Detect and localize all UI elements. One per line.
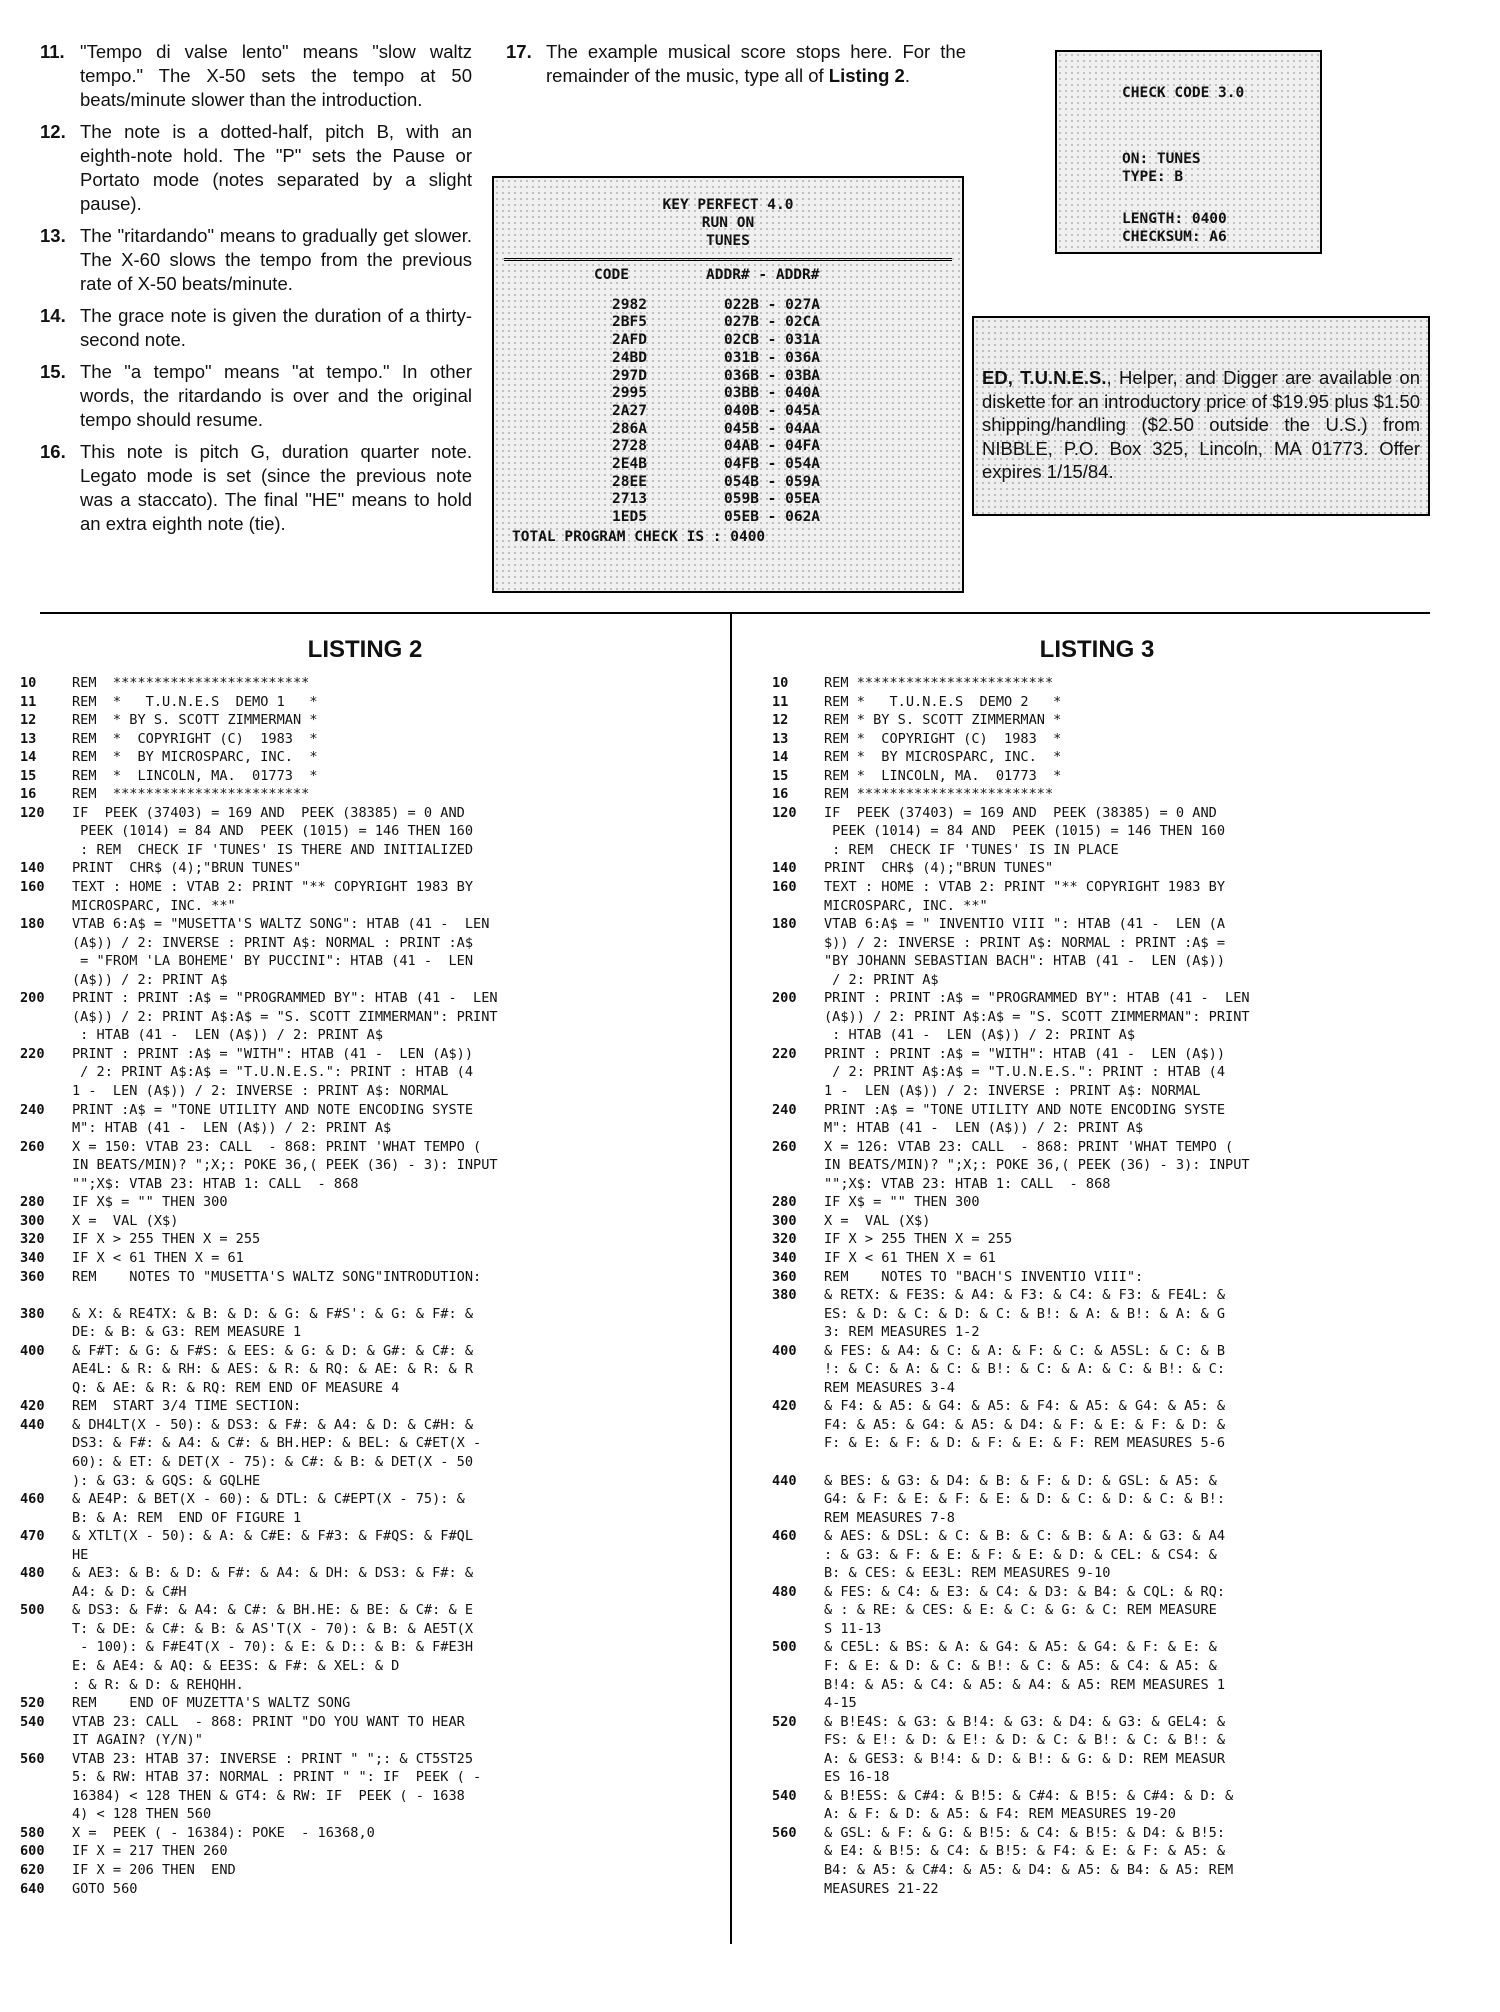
row-address-range: 054B - 059A	[724, 473, 821, 490]
note-number: 11.	[40, 41, 65, 62]
line-code: REM * BY MICROSPARC, INC. *	[72, 749, 318, 766]
key-perfect-total: TOTAL PROGRAM CHECK IS : 0400	[512, 528, 766, 545]
check-code-on: ON: TUNES	[1122, 151, 1201, 167]
section-divider	[40, 612, 1430, 614]
check-code-checksum: CHECKSUM: A6	[1122, 229, 1227, 245]
line-number: 620	[20, 1862, 45, 1878]
code-line	[20, 1249, 710, 1268]
row-address-range: 03BB - 040A	[724, 385, 821, 402]
line-code: REM * COPYRIGHT (C) 1983 *	[72, 730, 318, 747]
check-code-type: TYPE: B	[1122, 169, 1184, 185]
key-perfect-divider	[504, 258, 952, 261]
code-line	[20, 1564, 710, 1601]
row-address-range: 02CB - 031A	[724, 332, 821, 349]
check-code-box	[1055, 50, 1322, 254]
note-number: 12.	[40, 121, 66, 142]
line-number: 380	[772, 1287, 797, 1304]
key-perfect-title: KEY PERFECT 4.0	[662, 197, 794, 213]
line-number: 540	[20, 1713, 45, 1730]
line-code: REM * COPYRIGHT (C) 1983 *	[824, 730, 1062, 747]
line-number: 15	[20, 767, 37, 784]
note-text: The note is a dotted-half, pitch B, with an eighth-note hold. The "P" sets the Pause or Portato mode (notes separated by a slight pause).	[80, 121, 472, 214]
row-code: 2995	[612, 385, 647, 402]
code-line	[772, 1713, 1422, 1787]
line-code: REM * BY S. SCOTT ZIMMERMAN *	[72, 712, 318, 729]
line-code: & FES: & A4: & C: & A: & F: & C: & A5SL: & C: & B !: & C: & A: & C: & B!: & C: & A: & C: & B!: & C: REM MEASURES 3-4	[824, 1342, 1226, 1396]
note-number: 17.	[506, 41, 532, 62]
line-number: 140	[772, 860, 797, 877]
line-code: REM NOTES TO "MUSETTA'S WALTZ SONG"INTRODUTION:	[72, 1268, 482, 1285]
line-code: & F4: & A5: & G4: & A5: & F4: & A5: & G4: & A5: & F4: & A5: & G4: & A5: & D4: & F: & E: & F: & D: & F: & E: & F: & D: & F: & E: & F: REM MEASURES 5-6	[824, 1398, 1226, 1452]
line-number: 320	[772, 1231, 797, 1248]
line-number: 440	[20, 1416, 45, 1433]
line-code: & AES: & DSL: & C: & B: & C: & B: & A: & G3: & A4 : & G3: & F: & E: & F: & E: & D: & CEL: & CS4: & B: & CES: & EE3L: REM MEASURES 9-10	[824, 1528, 1226, 1582]
line-number: 540	[772, 1787, 797, 1804]
key-perfect-table	[494, 267, 962, 527]
code-line	[20, 1861, 710, 1880]
row-code: 2713	[612, 491, 647, 508]
code-line	[20, 989, 710, 1045]
column-header-address: ADDR# - ADDR#	[706, 267, 820, 283]
code-line	[772, 1249, 1422, 1268]
note-item	[40, 440, 472, 536]
note-number: 13.	[40, 225, 66, 246]
code-line	[772, 804, 1422, 860]
line-number: 560	[772, 1824, 797, 1841]
code-line	[772, 1045, 1422, 1101]
code-line	[772, 693, 1422, 712]
key-perfect-row	[494, 368, 962, 386]
key-perfect-run-on: RUN ON	[701, 215, 755, 231]
line-code: PRINT CHR$ (4);"BRUN TUNES"	[824, 860, 1054, 877]
line-number: 260	[772, 1138, 797, 1155]
line-code: VTAB 23: CALL - 868: PRINT "DO YOU WANT TO HEAR IT AGAIN? (Y/N)"	[72, 1713, 465, 1749]
note-number: 15.	[40, 361, 66, 382]
code-line	[20, 711, 710, 730]
line-code: IF X$ = "" THEN 300	[72, 1194, 228, 1211]
code-line	[20, 1694, 710, 1713]
code-line	[20, 785, 710, 804]
row-address-range: 04AB - 04FA	[724, 438, 821, 455]
key-perfect-box	[492, 176, 964, 593]
key-perfect-column-headers	[494, 267, 962, 285]
key-perfect-row	[494, 438, 962, 456]
row-code: 24BD	[612, 349, 647, 366]
row-code: 2AFD	[612, 332, 647, 349]
note-text: The grace note is given the duration of a thirty-second note.	[80, 305, 472, 350]
code-line	[772, 730, 1422, 749]
code-line	[20, 1842, 710, 1861]
code-line	[20, 1824, 710, 1843]
code-line	[20, 1416, 710, 1490]
line-number: 220	[772, 1045, 797, 1062]
line-code: & DH4LT(X - 50): & DS3: & F#: & A4: & D: & C#H: & DS3: & F#: & A4: & C#: & BH.HEP: & BEL: & C#ET(X - 60): & ET: & DET(X - 75): & C#: & B: & DET(X - 50 ): & G3: & GQS: & GQLHE	[72, 1416, 482, 1489]
note-text: "Tempo di valse lento" means "slow waltz tempo." The X-50 sets the tempo at 50 beats/minute slower than the introduction.	[80, 41, 472, 110]
row-code: 286A	[612, 420, 647, 437]
line-code: & AE3: & B: & D: & F#: & A4: & DH: & DS3: & F#: & A4: & D: & C#H	[72, 1565, 474, 1600]
row-address-range: 027B - 02CA	[724, 314, 821, 331]
line-number: 400	[772, 1342, 797, 1359]
check-code-title: CHECK CODE 3.0	[1122, 85, 1245, 101]
key-perfect-row	[494, 491, 962, 509]
code-line	[772, 674, 1422, 693]
line-number: 12	[772, 712, 789, 729]
line-code: REM * BY S. SCOTT ZIMMERMAN *	[824, 712, 1062, 729]
line-number: 280	[20, 1194, 45, 1211]
line-code: PRINT : PRINT :A$ = "WITH": HTAB (41 - LEN (A$)) / 2: PRINT A$:A$ = "T.U.N.E.S.": PRINT : HTAB (4 1 - LEN (A$)) / 2: INVERSE : PRINT A$: NORMAL	[824, 1045, 1226, 1100]
column-divider	[730, 614, 732, 1944]
row-address-range: 022B - 027A	[724, 296, 821, 313]
line-number: 14	[772, 749, 789, 766]
line-code: REM * T.U.N.E.S DEMO 2 *	[824, 693, 1062, 710]
row-address-range: 036B - 03BA	[724, 367, 821, 384]
line-number: 440	[772, 1472, 797, 1489]
note-item	[40, 40, 472, 112]
line-number: 500	[20, 1602, 45, 1619]
line-number: 470	[20, 1528, 45, 1545]
code-line	[20, 1045, 710, 1101]
line-number: 240	[772, 1101, 797, 1118]
row-address-range: 04FB - 054A	[724, 456, 821, 473]
code-line	[20, 693, 710, 712]
line-code: GOTO 560	[72, 1880, 138, 1897]
code-line	[20, 1527, 710, 1564]
line-code: REM * LINCOLN, MA. 01773 *	[72, 767, 318, 784]
line-code: PRINT CHR$ (4);"BRUN TUNES"	[72, 860, 302, 877]
line-number: 600	[20, 1843, 45, 1860]
row-code: 2E4B	[612, 456, 647, 473]
key-perfect-rows	[494, 297, 962, 527]
line-number: 14	[20, 749, 37, 766]
code-line	[772, 878, 1422, 915]
line-number: 12	[20, 712, 37, 729]
offer-text: , Helper, and Digger are available on diskette for an introductory price of $19.95 plus $1.50 shipping/handling ($2.50 outside the U.S.) from NIBBLE, P.O. Box 325, Lincoln, MA 01773. Offer expires 1/15/84.	[982, 367, 1420, 482]
listing-code	[772, 674, 1422, 1898]
row-address-range: 031B - 036A	[724, 349, 821, 366]
line-number: 200	[772, 990, 797, 1007]
code-line	[20, 1750, 710, 1824]
line-code: X = PEEK ( - 16384): POKE - 16368,0	[72, 1824, 375, 1841]
row-code: 2A27	[612, 402, 647, 419]
line-code: & DS3: & F#: & A4: & C#: & BH.HE: & BE: & C#: & E T: & DE: & C#: & B: & AS'T(X - 70): & B: & AE5T(X - 100): & F#E4T(X - 70): & E: & D:: & B: & F#E3H E: & AE4: & AQ: & EE3S: & F#: & XEL: & D : & R: & D: & REHQHH.	[72, 1602, 474, 1693]
line-number: 420	[20, 1398, 45, 1415]
code-line	[772, 1286, 1422, 1342]
line-code: IF PEEK (37403) = 169 AND PEEK (38385) = 0 AND PEEK (1014) = 84 AND PEEK (1015) = 146 THEN 160 : REM CHECK IF 'TUNES' IS THERE AND INITIALIZED	[72, 804, 474, 858]
line-number: 260	[20, 1138, 45, 1155]
line-code: IF X > 255 THEN X = 255	[72, 1231, 261, 1248]
note-text: The "ritardando" means to gradually get slower. The X-60 slows the tempo from the previous rate of X-50 beats/minute.	[80, 225, 472, 294]
line-number: 13	[20, 730, 37, 747]
line-number: 520	[772, 1713, 797, 1730]
line-code: IF X = 206 THEN END	[72, 1862, 236, 1878]
line-code: & XTLT(X - 50): & A: & C#E: & F#3: & F#QS: & F#QL HE	[72, 1528, 474, 1563]
line-code: IF X < 61 THEN X = 61	[72, 1249, 244, 1266]
line-code: & FES: & C4: & E3: & C4: & D3: & B4: & CQL: & RQ: & : & RE: & CES: & E: & C: & G: & C: REM MEASURE S 11-13	[824, 1583, 1226, 1637]
code-line	[20, 674, 710, 693]
code-line	[772, 859, 1422, 878]
note-item	[40, 304, 472, 352]
line-number: 360	[20, 1268, 45, 1285]
code-line	[20, 1397, 710, 1416]
code-line	[20, 1212, 710, 1231]
line-number: 200	[20, 990, 45, 1007]
line-code: X = 126: VTAB 23: CALL - 868: PRINT 'WHAT TEMPO ( IN BEATS/MIN)? ";X;: POKE 36,( PEEK (36) - 3): INPUT "";X$: VTAB 23: HTAB 1: CALL - 868	[824, 1138, 1250, 1192]
note-17	[506, 40, 966, 88]
key-perfect-row	[494, 332, 962, 350]
column-header-code: CODE	[594, 267, 629, 283]
note-number: 16.	[40, 441, 66, 462]
line-code: & B!E4S: & G3: & B!4: & G3: & D4: & G3: & GEL4: & FS: & E!: & D: & E!: & D: & C: & B!: & C: & B!: & A: & GES3: & B!4: & D: & B!: & G: & D: REM MEASUR ES 16-18	[824, 1713, 1226, 1786]
row-address-range: 045B - 04AA	[724, 420, 821, 437]
note-item	[40, 360, 472, 432]
line-number: 580	[20, 1824, 45, 1841]
line-number: 420	[772, 1398, 797, 1415]
row-code: 2982	[612, 296, 647, 313]
notes-column	[40, 40, 472, 544]
code-line	[772, 1230, 1422, 1249]
line-code: IF X$ = "" THEN 300	[824, 1194, 980, 1211]
row-code: 28EE	[612, 473, 647, 490]
line-number: 180	[20, 916, 45, 933]
row-code: 2728	[612, 438, 647, 455]
code-line	[772, 1638, 1422, 1712]
line-code: TEXT : HOME : VTAB 2: PRINT "** COPYRIGHT 1983 BY MICROSPARC, INC. **"	[824, 879, 1226, 914]
code-line	[772, 767, 1422, 786]
line-number: 140	[20, 860, 45, 877]
key-perfect-row	[494, 385, 962, 403]
line-number: 480	[772, 1583, 797, 1600]
code-line	[772, 1397, 1422, 1471]
line-number: 340	[20, 1249, 45, 1266]
code-line	[772, 785, 1422, 804]
line-code: PRINT : PRINT :A$ = "WITH": HTAB (41 - LEN (A$)) / 2: PRINT A$:A$ = "T.U.N.E.S.": PRINT : HTAB (4 1 - LEN (A$)) / 2: INVERSE : PRINT A$: NORMAL	[72, 1045, 474, 1100]
line-code: & F#T: & G: & F#S: & EES: & G: & D: & G#: & C#: & AE4L: & R: & RH: & AES: & R: & RQ: & AE: & R: & R Q: & AE: & R: & RQ: REM END OF MEASURE 4	[72, 1342, 474, 1396]
line-code: IF PEEK (37403) = 169 AND PEEK (38385) = 0 AND PEEK (1014) = 84 AND PEEK (1015) = 146 THEN 160 : REM CHECK IF 'TUNES' IS IN PLACE	[824, 804, 1226, 858]
row-address-range: 040B - 045A	[724, 402, 821, 419]
code-line	[772, 1101, 1422, 1138]
key-perfect-row	[494, 456, 962, 474]
line-code: X = VAL (X$)	[824, 1212, 931, 1229]
line-code: REM * T.U.N.E.S DEMO 1 *	[72, 693, 318, 710]
line-code: PRINT :A$ = "TONE UTILITY AND NOTE ENCODING SYSTE M": HTAB (41 - LEN (A$)) / 2: PRINT A$	[72, 1101, 474, 1137]
line-code: PRINT : PRINT :A$ = "PROGRAMMED BY": HTAB (41 - LEN (A$)) / 2: PRINT A$:A$ = "S. SCOTT ZIMMERMAN": PRINT : HTAB (41 - LEN (A$)) / 2: PRINT A$	[72, 990, 498, 1044]
line-code: REM ************************	[72, 675, 310, 691]
line-number: 560	[20, 1750, 45, 1767]
code-line	[772, 1527, 1422, 1583]
key-perfect-row	[494, 297, 962, 315]
line-number: 300	[20, 1212, 45, 1229]
line-number: 240	[20, 1101, 45, 1118]
key-perfect-row	[494, 314, 962, 332]
line-number: 11	[772, 693, 789, 710]
code-line	[20, 859, 710, 878]
note-item	[40, 120, 472, 216]
line-code: IF X > 255 THEN X = 255	[824, 1231, 1013, 1248]
line-code: REM ************************	[824, 786, 1054, 803]
code-line	[772, 1268, 1422, 1287]
listing-code	[20, 674, 710, 1898]
code-line	[20, 915, 710, 989]
line-number: 360	[772, 1268, 797, 1285]
key-perfect-row	[494, 474, 962, 492]
code-line	[20, 878, 710, 915]
line-code: VTAB 6:A$ = "MUSETTA'S WALTZ SONG": HTAB (41 - LEN (A$)) / 2: INVERSE : PRINT A$: NORMAL : PRINT :A$ = "FROM 'LA BOHEME' BY PUCCINI": HTAB (41 - LEN (A$)) / 2: PRINT A$	[72, 916, 490, 988]
line-number: 460	[772, 1528, 797, 1545]
code-line	[20, 1342, 710, 1398]
listing-title: LISTING 3	[1039, 636, 1155, 663]
key-perfect-row	[494, 421, 962, 439]
key-perfect-row	[494, 509, 962, 527]
line-code: IF X < 61 THEN X = 61	[824, 1249, 996, 1266]
key-perfect-row	[494, 350, 962, 368]
code-line	[20, 1305, 710, 1342]
code-line	[772, 1583, 1422, 1639]
line-number: 280	[772, 1194, 797, 1211]
line-code: & X: & RE4TX: & B: & D: & G: & F#S': & G: & F#: & DE: & B: & G3: REM MEASURE 1	[72, 1305, 474, 1341]
row-address-range: 059B - 05EA	[724, 491, 821, 508]
line-number: 10	[772, 675, 789, 691]
key-perfect-row	[494, 403, 962, 421]
line-number: 520	[20, 1695, 45, 1712]
listing-title: LISTING 2	[307, 636, 423, 663]
code-line	[772, 748, 1422, 767]
code-line	[20, 1268, 710, 1305]
line-code: REM * BY MICROSPARC, INC. *	[824, 749, 1062, 766]
offer-bold-lead: ED, T.U.N.E.S.	[982, 367, 1107, 388]
code-line	[772, 915, 1422, 989]
line-number: 16	[20, 786, 37, 803]
code-line	[20, 1101, 710, 1138]
code-line	[772, 1138, 1422, 1194]
line-code: & RETX: & FE3S: & A4: & F3: & C4: & F3: & FE4L: & ES: & D: & C: & D: & C: & B!: & A: & B!: & A: & G 3: REM MEASURES 1-2	[824, 1287, 1226, 1341]
line-number: 320	[20, 1231, 45, 1248]
line-number: 640	[20, 1880, 45, 1897]
code-line	[20, 1880, 710, 1899]
line-code: X = 150: VTAB 23: CALL - 868: PRINT 'WHAT TEMPO ( IN BEATS/MIN)? ";X;: POKE 36,( PEEK (36) - 3): INPUT "";X$: VTAB 23: HTAB 1: CALL - 868	[72, 1138, 498, 1192]
line-number: 300	[772, 1212, 797, 1229]
code-line	[772, 1212, 1422, 1231]
line-number: 11	[20, 693, 37, 710]
line-code: REM ************************	[824, 675, 1054, 691]
line-code: REM ************************	[72, 786, 310, 803]
code-line	[772, 989, 1422, 1045]
line-code: PRINT : PRINT :A$ = "PROGRAMMED BY": HTAB (41 - LEN (A$)) / 2: PRINT A$:A$ = "S. SCOTT ZIMMERMAN": PRINT : HTAB (41 - LEN (A$)) / 2: PRINT A$	[824, 990, 1250, 1044]
line-number: 120	[772, 804, 797, 821]
code-line	[772, 1472, 1422, 1528]
code-line	[772, 1193, 1422, 1212]
line-code: REM * LINCOLN, MA. 01773 *	[824, 767, 1062, 784]
line-code: REM END OF MUZETTA'S WALTZ SONG	[72, 1695, 351, 1712]
note-text: The "a tempo" means "at tempo." In other words, the ritardando is over and the original tempo should resume.	[80, 361, 472, 430]
check-code-length: LENGTH: 0400	[1122, 211, 1227, 227]
line-code: REM START 3/4 TIME SECTION:	[72, 1398, 302, 1415]
line-code: VTAB 23: HTAB 37: INVERSE : PRINT " ";: & CT5ST25 5: & RW: HTAB 37: NORMAL : PRINT " ": IF PEEK ( - 16384) < 128 THEN & GT4: & RW: IF PEEK ( - 1638 4) < 128 THEN 560	[72, 1750, 482, 1823]
line-number: 460	[20, 1491, 45, 1508]
line-code: X = VAL (X$)	[72, 1212, 179, 1229]
line-number: 16	[772, 786, 789, 803]
row-code: 1ED5	[612, 509, 647, 526]
line-code: & BES: & G3: & D4: & B: & F: & D: & GSL: & A5: & G4: & F: & E: & F: & E: & D: & C: & D: & C: & B!: REM MEASURES 7-8	[824, 1472, 1226, 1526]
key-perfect-program: TUNES	[706, 233, 750, 249]
key-perfect-header	[494, 196, 962, 250]
line-number: 220	[20, 1045, 45, 1062]
note-text: The example musical score stops here. For the remainder of the music, type all of Listing 2.	[546, 41, 966, 86]
line-number: 500	[772, 1639, 797, 1656]
row-code: 297D	[612, 367, 647, 384]
line-number: 13	[772, 730, 789, 747]
line-code: IF X = 217 THEN 260	[72, 1843, 228, 1860]
listing-3	[772, 636, 1422, 1898]
code-line	[20, 748, 710, 767]
line-number: 10	[20, 675, 37, 691]
code-line	[20, 767, 710, 786]
note-number: 14.	[40, 305, 66, 326]
code-line	[20, 1713, 710, 1750]
line-number: 400	[20, 1342, 45, 1359]
line-code: & CE5L: & BS: & A: & G4: & A5: & G4: & F: & E: & F: & E: & D: & C: & B!: & C: & A5: & C4: & A5: & B!4: & A5: & C4: & A5: & A4: & A5: REM MEASURES 1 4-15	[824, 1639, 1226, 1712]
code-line	[20, 1490, 710, 1527]
line-code: & AE4P: & BET(X - 60): & DTL: & C#EPT(X - 75): & B: & A: REM END OF FIGURE 1	[72, 1491, 465, 1526]
line-number: 180	[772, 916, 797, 933]
line-number: 480	[20, 1565, 45, 1582]
code-line	[20, 1230, 710, 1249]
line-code: REM NOTES TO "BACH'S INVENTIO VIII":	[824, 1268, 1144, 1285]
line-code: & GSL: & F: & G: & B!5: & C4: & B!5: & D4: & B!5: & E4: & B!5: & C4: & B!5: & F4: & E: & F: & A5: & B4: & A5: & C#4: & A5: & D4: & A5: & B4: & A5: REM MEASURES 21-22	[824, 1824, 1234, 1897]
row-code: 2BF5	[612, 314, 647, 331]
line-code: VTAB 6:A$ = " INVENTIO VIII ": HTAB (41 - LEN (A $)) / 2: INVERSE : PRINT A$: NORMAL : PRINT :A$ = "BY JOHANN SEBASTIAN BACH": HTAB (41 - LEN (A$)) / 2: PRINT A$	[824, 916, 1226, 988]
listing-2	[20, 636, 710, 1898]
code-line	[20, 1601, 710, 1694]
note-17-listing-ref: Listing 2	[828, 65, 905, 86]
code-line	[772, 1824, 1422, 1898]
note-item	[40, 224, 472, 296]
line-number: 160	[20, 879, 45, 896]
line-code: & B!E5S: & C#4: & B!5: & C#4: & B!5: & C#4: & D: & A: & F: & D: & A5: & F4: REM MEASURES 19-20	[824, 1787, 1234, 1823]
row-address-range: 05EB - 062A	[724, 509, 821, 526]
code-line	[772, 1342, 1422, 1398]
line-number: 160	[772, 879, 797, 896]
code-line	[20, 804, 710, 860]
code-line	[20, 730, 710, 749]
code-line	[20, 1138, 710, 1194]
line-number: 120	[20, 804, 45, 821]
line-code: PRINT :A$ = "TONE UTILITY AND NOTE ENCODING SYSTE M": HTAB (41 - LEN (A$)) / 2: PRINT A$	[824, 1101, 1226, 1137]
note-text: This note is pitch G, duration quarter note. Legato mode is set (since the previous note was a staccato). The final "HE" means to hold an extra eighth note (tie).	[80, 441, 472, 534]
code-line	[20, 1193, 710, 1212]
code-line	[772, 711, 1422, 730]
line-number: 15	[772, 767, 789, 784]
line-number: 380	[20, 1305, 45, 1322]
line-code: TEXT : HOME : VTAB 2: PRINT "** COPYRIGHT 1983 BY MICROSPARC, INC. **"	[72, 879, 474, 914]
code-line	[772, 1787, 1422, 1824]
offer-box	[972, 316, 1430, 516]
line-number: 340	[772, 1249, 797, 1266]
